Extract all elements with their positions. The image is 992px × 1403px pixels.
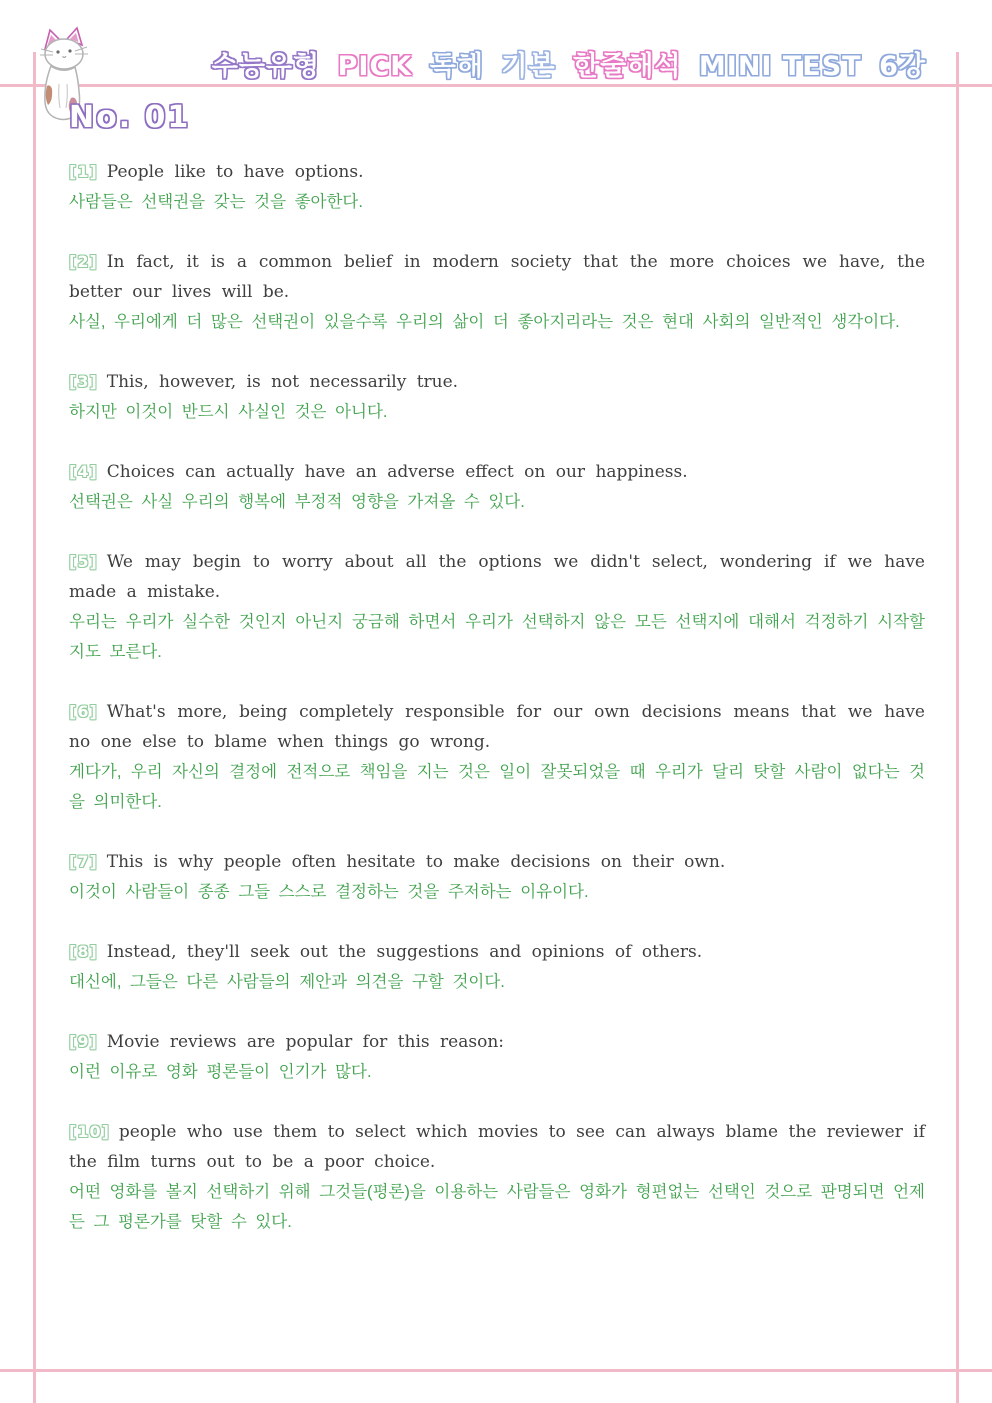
sentence-english (69, 157, 925, 187)
page-title (203, 44, 926, 83)
sentence-block (69, 247, 925, 337)
sentence-korean: 이런 이유로 영화 평론들이 인기가 많다. (69, 1063, 372, 1081)
title-part: 한줄해석 (573, 51, 682, 82)
sentence-english (69, 367, 925, 397)
sentence-english-text: Instead, they'll seek out the suggestions and opinions of others. (106, 942, 703, 962)
sentence-english-text: This is why people often hesitate to make decisions on their own. (106, 852, 726, 872)
title-part: 기본 (501, 51, 556, 82)
sentence-block (69, 1117, 925, 1237)
title-part: PICK (337, 51, 413, 82)
sentence-english (69, 697, 925, 757)
sentence-english-text: What's more, being completely responsible for our own decisions means that we have no one else to blame when things go wrong. (69, 702, 925, 752)
sentence-korean: 사실, 우리에게 더 많은 선택권이 있을수록 우리의 삶이 더 좋아지리라는 것은 현대 사회의 일반적인 생각이다. (69, 313, 900, 331)
sentence-marker: [7] (69, 852, 98, 871)
frame-line-left (33, 52, 36, 1403)
sentence-english-text: Choices can actually have an adverse effect on our happiness. (106, 462, 688, 482)
sentence-english (69, 547, 925, 607)
sentence-block (69, 697, 925, 817)
sentence-block (69, 1027, 925, 1087)
sentence-korean: 어떤 영화를 볼지 선택하기 위해 그것들(평론)을 이용하는 사람들은 영화가 형편없는 선택인 것으로 판명되면 언제든 그 평론가를 탓할 수 있다. (69, 1183, 925, 1231)
sentence-block (69, 157, 925, 217)
sentence-english (69, 847, 925, 877)
sentence-korean: 사람들은 선택권을 갖는 것을 좋아한다. (69, 193, 363, 211)
sentence-english-text: We may begin to worry about all the options we didn't select, wondering if we have made a mistake. (69, 552, 925, 602)
sentence-english (69, 1027, 925, 1057)
sentence-korean: 이것이 사람들이 종종 그들 스스로 결정하는 것을 주저하는 이유이다. (69, 883, 589, 901)
title-part: 6강 (879, 51, 926, 82)
sentence-english-text: This, however, is not necessarily true. (106, 372, 459, 392)
title-part: 수능유형 (211, 51, 321, 82)
sentence-block (69, 367, 925, 427)
sentence-english-text: Movie reviews are popular for this reason: (106, 1032, 505, 1052)
sentence-english-text: People like to have options. (106, 162, 364, 182)
frame-line-top (0, 84, 992, 87)
sentence-marker: [5] (69, 552, 98, 571)
sentence-korean: 하지만 이것이 반드시 사실인 것은 아니다. (69, 403, 388, 421)
sentence-korean: 대신에, 그들은 다른 사람들의 제안과 의견을 구할 것이다. (69, 973, 505, 991)
sentence-korean: 게다가, 우리 자신의 결정에 전적으로 책임을 지는 것은 일이 잘못되었을 때 우리가 달리 탓할 사람이 없다는 것을 의미한다. (69, 763, 925, 811)
sentence-english (69, 457, 925, 487)
frame-line-right (956, 52, 959, 1403)
sentence-marker: [10] (69, 1122, 110, 1141)
content-area (69, 100, 925, 1267)
sentence-marker: [2] (69, 252, 98, 271)
sentence-block (69, 547, 925, 667)
section-number: No. 01 (69, 100, 191, 135)
title-part: MINI TEST (698, 51, 862, 82)
sentence-english (69, 247, 925, 307)
sentence-block (69, 847, 925, 907)
sentence-korean: 우리는 우리가 실수한 것인지 아닌지 궁금해 하면서 우리가 선택하지 않은 모든 선택지에 대해서 걱정하기 시작할지도 모른다. (69, 613, 925, 661)
sentence-marker: [1] (69, 162, 98, 181)
frame-line-bottom (0, 1369, 992, 1372)
sentence-english-text: people who use them to select which movies to see can always blame the reviewer if the film turns out to be a poor choice. (69, 1122, 925, 1172)
sentence-marker: [9] (69, 1032, 98, 1051)
sentence-marker: [8] (69, 942, 98, 961)
sentence-english-text: In fact, it is a common belief in modern society that the more choices we have, the better our lives will be. (69, 252, 925, 302)
sentence-marker: [6] (69, 702, 98, 721)
sentence-marker: [4] (69, 462, 98, 481)
sentence-english (69, 1117, 925, 1177)
sentence-english (69, 937, 925, 967)
sentence-block (69, 937, 925, 997)
title-part: 독해 (429, 51, 484, 82)
sentence-korean: 선택권은 사실 우리의 행복에 부정적 영향을 가져올 수 있다. (69, 493, 525, 511)
sentence-block (69, 457, 925, 517)
sentence-marker: [3] (69, 372, 98, 391)
